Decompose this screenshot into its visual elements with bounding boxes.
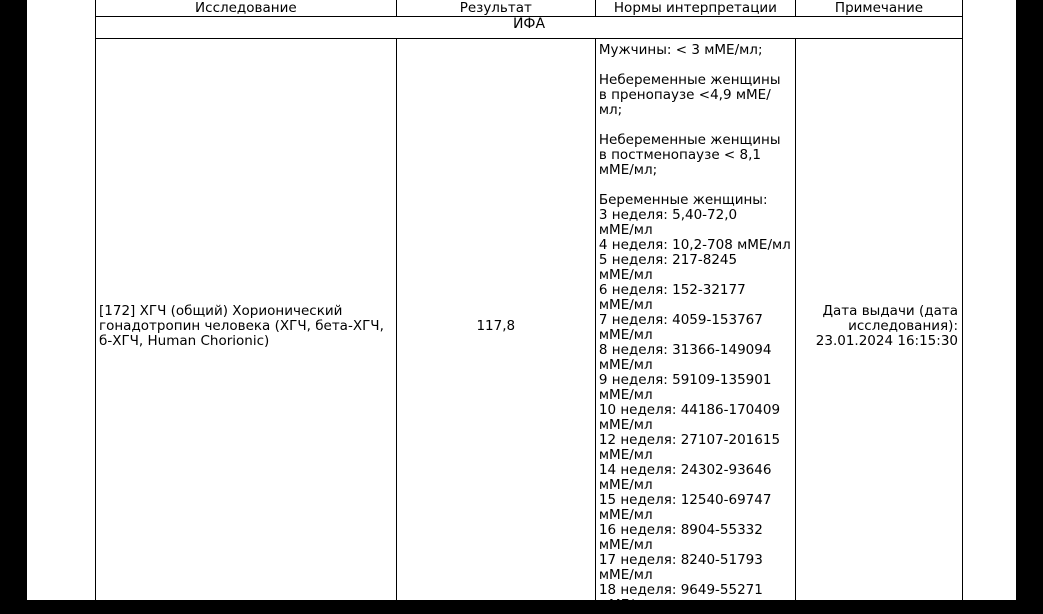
norm-line: мМЕ/мл xyxy=(598,327,653,343)
norm-block xyxy=(599,193,793,613)
norm-block xyxy=(599,73,793,118)
norm-line: 6 неделя: 152-32177 xyxy=(598,282,746,298)
norm-line: Мужчины: < 3 мМЕ/мл; xyxy=(598,42,763,58)
norm-line: мМЕ/мл xyxy=(598,567,653,583)
study-name: [172] ХГЧ (общий) Хорионический гонадотропин человека (ХГЧ, бета-ХГЧ, б-ХГЧ, Human Chorionic) xyxy=(96,39,397,614)
norm-line: Небеременные женщины xyxy=(598,72,781,88)
norm-line: мМЕ/мл xyxy=(598,267,653,283)
norm-line: мМЕ/мл xyxy=(598,387,653,403)
norm-line: Небеременные женщины xyxy=(598,132,781,148)
norm-block xyxy=(599,43,793,58)
norm-line: Беременные женщины: xyxy=(598,192,768,208)
note-cell: Дата выдачи (дата исследования): 23.01.2024 16:15:30 xyxy=(796,39,963,614)
header-study: Исследование xyxy=(96,0,397,17)
header-note: Примечание xyxy=(796,0,963,17)
table-row xyxy=(96,39,963,614)
norm-line: мМЕ/мл xyxy=(598,297,653,313)
norm-line: мМЕ/мл; xyxy=(598,162,658,178)
table-header-row xyxy=(96,0,963,17)
norm-line: мМЕ/мл xyxy=(598,477,653,493)
norm-line: 4 неделя: 10,2-708 мМЕ/мл xyxy=(598,237,791,253)
norm-line: 10 неделя: 44186-170409 xyxy=(598,402,781,418)
norm-line: в пренопаузе <4,9 мМЕ/мл; xyxy=(598,87,771,118)
norm-line: мМЕ/мл xyxy=(598,222,653,238)
norm-line: мМЕ/мл xyxy=(598,447,653,463)
norm-line: мМЕ/мл xyxy=(598,597,653,613)
norm-line: 16 неделя: 8904-55332 xyxy=(598,522,763,538)
norm-line: 9 неделя: 59109-135901 xyxy=(598,372,772,388)
norm-line: 12 неделя: 27107-201615 xyxy=(598,432,781,448)
section-row xyxy=(96,17,963,39)
norm-line: 17 неделя: 8240-51793 xyxy=(598,552,763,568)
norms-cell xyxy=(595,39,795,614)
norm-line: 3 неделя: 5,40-72,0 xyxy=(598,207,738,223)
norm-line: 5 неделя: 217-8245 xyxy=(598,252,738,268)
section-title: ИФА xyxy=(96,17,963,39)
result-value: 117,8 xyxy=(396,39,595,614)
header-norms: Нормы интерпретации xyxy=(595,0,795,17)
document-page xyxy=(27,0,1016,613)
norm-line: 7 неделя: 4059-153767 xyxy=(598,312,763,328)
norm-line: мМЕ/мл xyxy=(598,537,653,553)
norm-block xyxy=(599,133,793,178)
norm-line: 8 неделя: 31366-149094 xyxy=(598,342,772,358)
header-result: Результат xyxy=(396,0,595,17)
norm-line: в постменопаузе < 8,1 xyxy=(598,147,761,163)
norm-line: мМЕ/мл xyxy=(598,357,653,373)
norm-line: 14 неделя: 24302-93646 xyxy=(598,462,772,478)
norm-line: 18 неделя: 9649-55271 xyxy=(598,582,763,598)
norm-line: мМЕ/мл xyxy=(598,417,653,433)
norm-line: 15 неделя: 12540-69747 xyxy=(598,492,772,508)
norm-line: мМЕ/мл xyxy=(598,507,653,523)
results-table xyxy=(95,0,963,614)
